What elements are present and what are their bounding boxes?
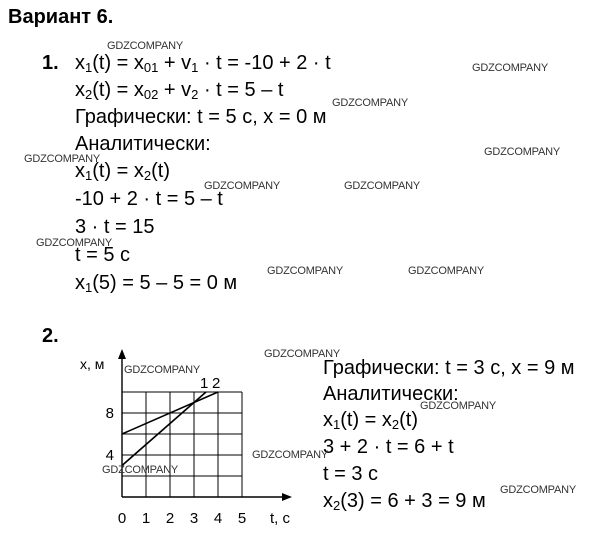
x-tick-label: 2 (165, 510, 175, 527)
watermark: GDZCOMPANY (420, 400, 497, 412)
watermark: GDZCOMPANY (332, 97, 409, 109)
y-axis-label: x, м (80, 356, 105, 372)
y-axis-arrow (118, 349, 126, 359)
x-tick-label: 1 (141, 510, 151, 527)
page-title: Вариант 6. (8, 6, 114, 28)
watermark: GDZCOMPANY (267, 265, 344, 277)
watermark: GDZCOMPANY (500, 484, 577, 496)
task2-line-4: $x_2(3) = 6 + 3 = 9$ м (323, 490, 486, 513)
task2-number: 2. (42, 325, 59, 347)
task2-line-3: t = 3 с (323, 463, 379, 485)
task2-graphical-answer: Графически: t = 3 с, x = 9 м (323, 357, 575, 379)
y-tick-label: 8 (105, 405, 114, 422)
watermark: GDZCOMPANY (408, 265, 485, 277)
x-tick-label: 3 (189, 510, 199, 527)
task1-graphical-answer: Графически: t = 5 с, x = 0 м (75, 106, 327, 128)
x-tick-label: 4 (213, 510, 223, 527)
task1-line-2: -10 + 2 · t = 5 – t (75, 188, 223, 210)
watermark: GDZCOMPANY (36, 237, 113, 249)
task2-analytic-label: Аналитически: (323, 383, 459, 405)
task1-equation-2: $x_2(t) = x_{02} + v_2 \cdot t = 5 - t$ (75, 79, 284, 102)
x-tick-label: 0 (117, 510, 127, 527)
watermark: GDZCOMPANY (24, 153, 101, 165)
watermark: GDZCOMPANY (472, 62, 549, 74)
task2-line-1: $x_1(t) = x_2(t)$ (323, 409, 419, 432)
x-axis-label: t, с (270, 510, 291, 527)
x-axis-arrow (282, 493, 292, 501)
task1-line-3: 3 · t = 15 (75, 216, 155, 238)
task2-line-2: 3 + 2 · t = 6 + t (323, 436, 454, 458)
watermark: GDZCOMPANY (264, 348, 341, 360)
watermark: GDZCOMPANY (344, 180, 421, 192)
task1-line-5: $x_1(5) = 5 - 5 = 0$ м (75, 272, 238, 295)
task1-equation-1: $x_1(t) = x_{01} + v_1 \cdot t = -10 + 2 \cdot t$ (75, 52, 331, 75)
watermark: GDZCOMPANY (102, 464, 179, 476)
task1-line-1: $x_1(t) = x_2(t)$ (75, 160, 171, 183)
series-label-1: 1 (200, 375, 209, 392)
watermark: GDZCOMPANY (124, 364, 201, 376)
chart-labels (80, 356, 291, 527)
task1-line-4: t = 5 с (75, 244, 131, 266)
x-tick-label: 5 (237, 510, 247, 527)
watermark: GDZCOMPANY (204, 180, 281, 192)
watermark: GDZCOMPANY (107, 40, 184, 52)
watermark: GDZCOMPANY (252, 449, 329, 461)
watermark: GDZCOMPANY (484, 146, 561, 158)
series-label-2: 2 (212, 375, 221, 392)
task1-number: 1. (42, 52, 59, 74)
y-tick-label: 4 (105, 447, 114, 464)
task1-analytic-label: Аналитически: (75, 133, 211, 155)
